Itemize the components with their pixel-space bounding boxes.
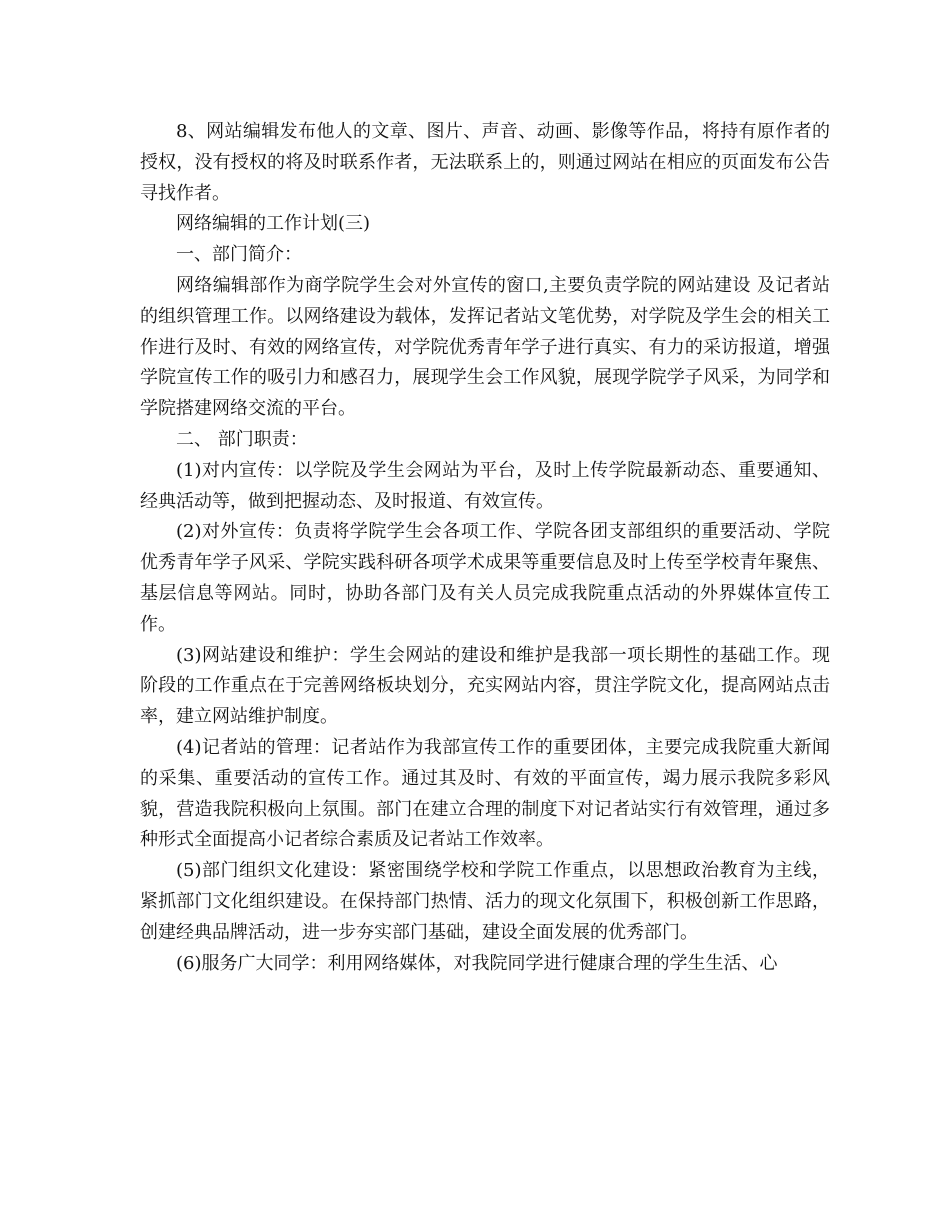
section-title: 网络编辑的工作计划(三) [176,213,371,235]
paragraph-department-intro: 网络编辑部作为商学院学生会对外宣传的窗口,主要负责学院的网站建设 及记者站的组织管理工作。以网络建设为载体，发挥记者站文笔优势，对学院及学生会的相关工作进行及时、有效的网络宣传，对学院优秀青年学子进行真实、有力的采访报道，增强学院宣传工作的吸引力和感召力，展现学生会工作风貌，展现学院学子风采，为同学和学院搭建网络交流的平台。 [140,274,830,420]
paragraph-duty-culture-building: (5)部门组织文化建设：紧密围绕学校和学院工作重点，以思想政治教育为主线，紧抓部门文化组织建设。在保持部门热情、活力的现文化氛围下，积极创新工作思路，创建经典品牌活动，进一步夯实部门基础，建设全面发展的优秀部门。 [140,860,830,943]
paragraph-duty-internal-publicity: (1)对内宣传：以学院及学生会网站为平台，及时上传学院最新动态、重要通知、经典活动等，做到把握动态、及时报道、有效宣传。 [140,459,830,512]
heading-department-intro: 一、部门简介： [176,244,302,266]
document-body [140,117,830,979]
paragraph-item-8-authorization: 8、网站编辑发布他人的文章、图片、声音、动画、影像等作品，将持有原作者的授权，没有授权的将及时联系作者，无法联系上的，则通过网站在相应的页面发布公告 寻找作者。 [140,121,830,204]
paragraph-duty-website-maintenance: (3)网站建设和维护：学生会网站的建设和维护是我部一项长期性的基础工作。现阶段的工作重点在于完善网络板块划分，充实网站内容，贯注学院文化，提高网站点击率，建立网站维护制度。 [140,644,830,728]
paragraph-duty-reporter-station: (4)记者站的管理：记者站作为我部宣传工作的重要团体，主要完成我院重大新闻的采集、重要活动的宣传工作。通过其及时、有效的平面宣传，竭力展示我院多彩风貌，营造我院积极向上氛围。部门在建立合理的制度下对记者站实行有效管理，通过多种形式全面提高小记者综合素质及记者站工作效率。 [140,736,830,851]
paragraph-duty-serve-students: (6)服务广大同学：利用网络媒体，对我院同学进行健康合理的学生生活、心 [176,952,778,974]
paragraph-duty-external-publicity: (2)对外宣传：负责将学院学生会各项工作、学院各团支部组织的重要活动、学院优秀青年学子风采、学院实践科研各项学术成果等重要信息及时上传至学校青年聚焦、基层信息等网站。同时，协助各部门及有关人员完成我院重点活动的外界媒体宣传工作。 [140,521,830,635]
heading-department-duties: 二、 部门职责： [176,428,308,450]
